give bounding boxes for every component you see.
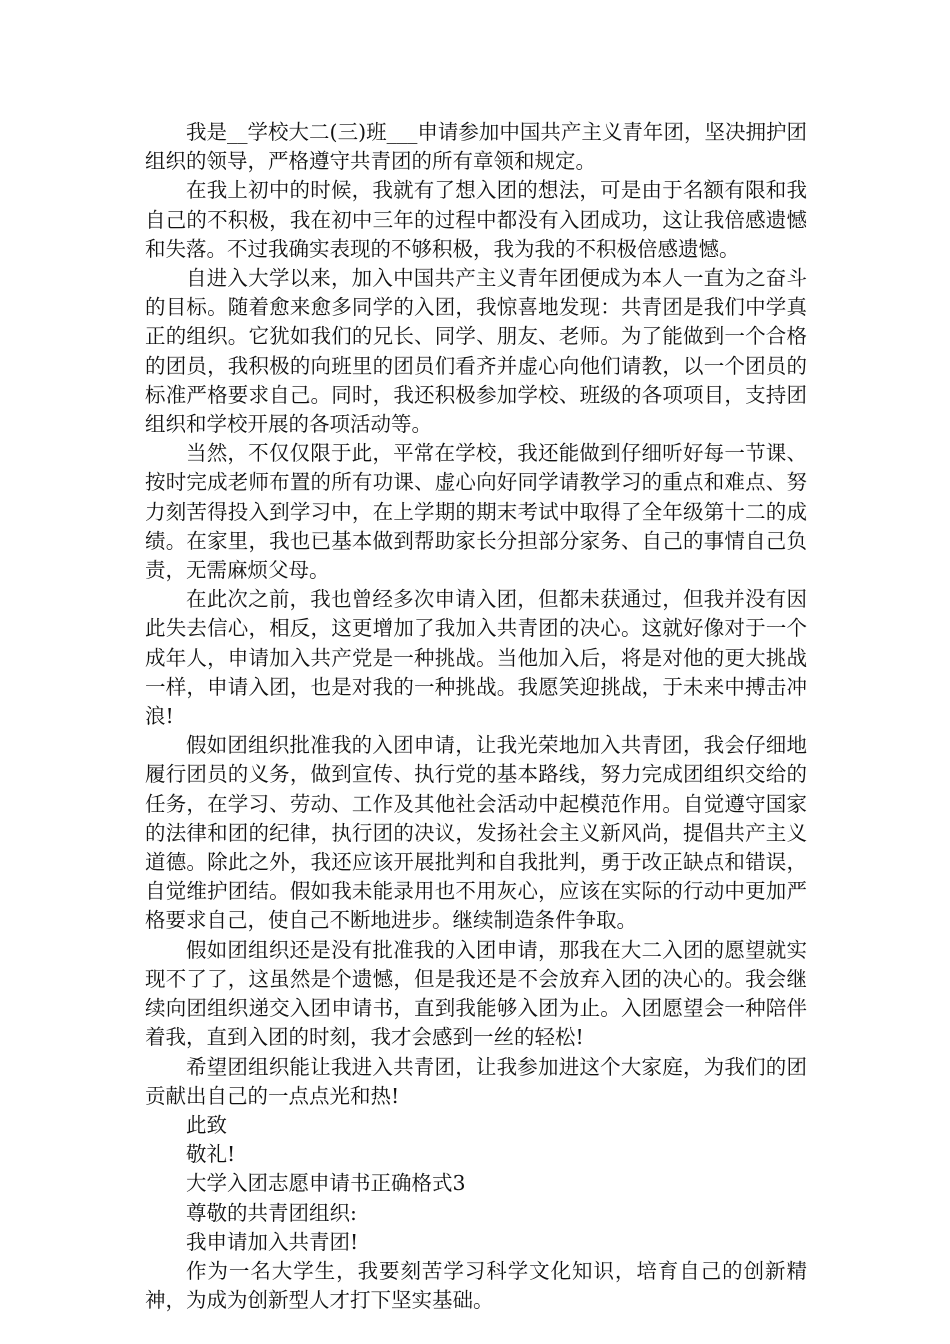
paragraph-1: 我是__学校大二(三)班___申请参加中国共产主义青年团，坚决拥护团组织的领导，严格遵守共青团的所有章领和规定。 (145, 120, 807, 174)
paragraph-2: 在我上初中的时候，我就有了想入团的想法，可是由于名额有限和我自己的不积极，我在初中三年的过程中都没有入团成功，这让我倍感遗憾和失落。不过我确实表现的不够积极，我为我的不积极倍感遗憾。 (145, 178, 807, 261)
paragraph-8: 希望团组织能让我进入共青团，让我参加进这个大家庭，为我们的团贡献出自己的一点点光和热! (145, 1054, 807, 1108)
closing-regards: 敬礼! (186, 1142, 236, 1167)
greeting: 尊敬的共青团组织: (186, 1200, 357, 1225)
paragraph-7: 假如团组织还是没有批准我的入团申请，那我在大二入团的愿望就实现不了了，这虽然是个遗憾，但是我还是不会放弃入团的决心的。我会继续向团组织递交入团申请书，直到我能够入团为止。入团愿望会一种陪伴着我，直到入团的时刻，我才会感到一丝的轻松! (145, 937, 807, 1050)
application-statement: 我申请加入共青团! (186, 1229, 359, 1254)
paragraph-6: 假如团组织批准我的入团申请，让我光荣地加入共青团，我会仔细地履行团员的义务，做到宣传、执行党的基本路线，努力完成团组织交给的任务，在学习、劳动、工作及其他社会活动中起模范作用。自觉遵守国家的法律和团的纪律，执行团的决议，发扬社会主义新风尚，提倡共产主义道德。除此之外，我还应该开展批判和自我批判，勇于改正缺点和错误，自觉维护团结。假如我未能录用也不用灰心，应该在实际的行动中更加严格要求自己，使自己不断地进步。继续制造条件争取。 (145, 733, 807, 933)
document-body (145, 118, 807, 1315)
paragraph-3: 自进入大学以来，加入中国共产主义青年团便成为本人一直为之奋斗的目标。随着愈来愈多同学的入团，我惊喜地发现：共青团是我们中学真正的组织。它犹如我们的兄长、同学、朋友、老师。为了能做到一个合格的团员，我积极的向班里的团员们看齐并虚心向他们请教，以一个团员的标准严格要求自己。同时，我还积极参加学校、班级的各项项目，支持团组织和学校开展的各项活动等。 (145, 266, 807, 437)
section-heading: 大学入团志愿申请书正确格式3 (186, 1171, 466, 1196)
paragraph-final: 作为一名大学生，我要刻苦学习科学文化知识，培育自己的创新精神，为成为创新型人才打下坚实基础。 (145, 1258, 807, 1313)
closing-salutation: 此致 (186, 1112, 227, 1137)
paragraph-4: 当然，不仅仅限于此，平常在学校，我还能做到仔细听好每一节课、按时完成老师布置的所有功课、虚心向好同学请教学习的重点和难点、努力刻苦得投入到学习中，在上学期的期末考试中取得了全年级第十二的成绩。在家里，我也已基本做到帮助家长分担部分家务、自己的事情自己负责，无需麻烦父母。 (145, 441, 807, 583)
paragraph-5: 在此次之前，我也曾经多次申请入团，但都未获通过，但我并没有因此失去信心，相反，这更增加了我加入共青团的决心。这就好像对于一个成年人，申请加入共产党是一种挑战。当他加入后，将是对他的更大挑战一样，申请入团，也是对我的一种挑战。我愿笑迎挑战，于未来中搏击冲浪! (145, 587, 807, 729)
